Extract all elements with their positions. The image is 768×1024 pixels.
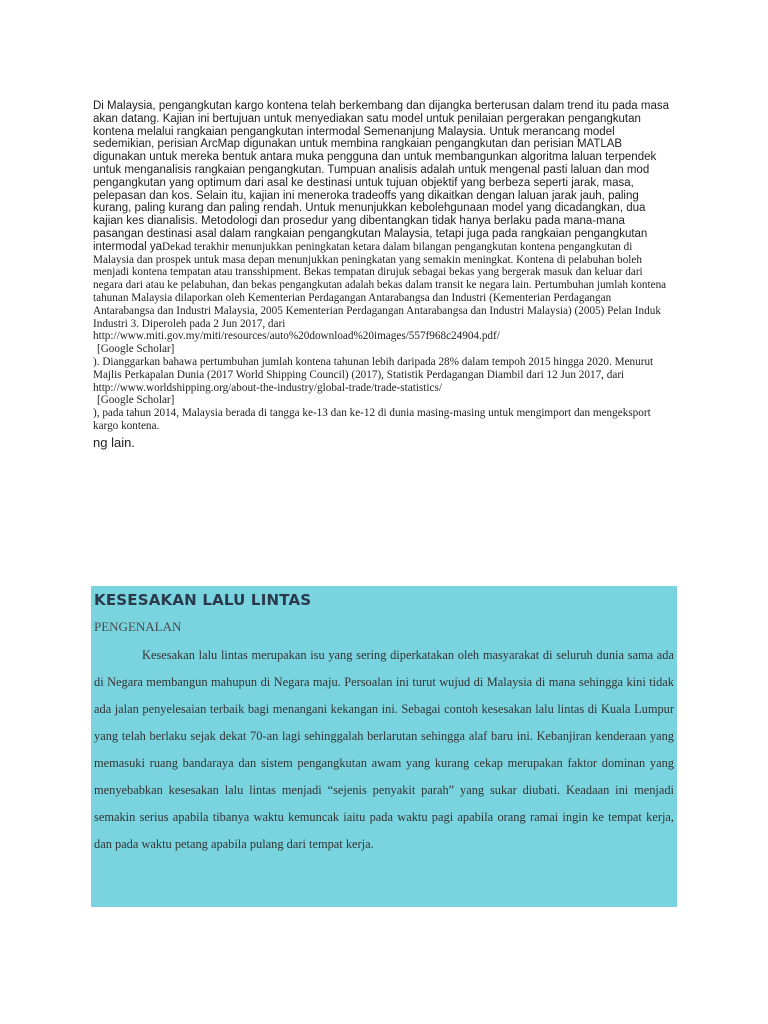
abstract-sans-text: Di Malaysia, pengangkutan kargo kontena telah berkembang dan dijangka berterusan dalam trend itu pada masa akan datang. Kajian ini bertujuan untuk menyediakan satu model untuk penilaian pergerakan pengangkutan kontena melalui rangkaian pengangkutan intermodal Semenanjung Malaysia. Untuk merancang model sedemikian, perisian ArcMap digunakan untuk membina rangkaian pengangkutan dan perisian MATLAB digunakan untuk mereka bentuk antara muka pengguna dan untuk membangunkan algoritma laluan terpendek untuk menganalisis rangkaian pengangkutan. Tumpuan analisis adalah untuk mengenal pasti laluan dan mod pengangkutan yang optimum dari asal ke destinasi untuk tujuan objektif yang berbeza seperti jarak, masa, pelepasan dan kos. Selain itu, kajian ini meneroka tradeoffs yang dikaitkan dengan laluan jarak jauh, paling kurang, paling kurang dan paling rendah. Untuk menunjukkan kebolehgunaan model yang dicadangkan, dua kajian kes dianalisis. Metodologi dan prosedur yang dibentangkan tidak hanya berlaku pada mana-mana pasangan destinasi asal dalam rangkaian pengangkutan Malaysia, tetapi juga pada rangkaian pengangkutan intermodal ya [93,100,670,253]
body-paragraph-2: ). Dianggarkan bahawa pertumbuhan jumlah kontena tahunan lebih daripada 28% dalam tempoh 2015 hingga 2020. Menurut Majlis Perkapalan Dunia (2017 World Shipping Council) (2017), Statistik Perdagangan Diambil dari 12 Jun 2017, dari [93,355,654,381]
abstract-serif-text: Dekad terakhir menunjukkan peningkatan ketara dalam bilangan pengangkutan kontena pengangkutan di Malaysia dan prospek untuk masa depan menunjukkan peningkatan yang semakin meningkat. Kontena di pelabuhan boleh menjadi kontena tempatan atau transshipment. Bekas tempatan dirujuk sebagai bekas yang bergerak masuk dan keluar dari negara dari atau ke pelabuhan, dan bekas pengangkutan adalah bekas dalam transit ke negara lain. Pertumbuhan jumlah kontena tahunan Malaysia dilaporkan oleh Kementerian Perdagangan Antarabangsa dan Industri (Kementerian Perdagangan Antarabangsa dan Industri Malaysia, 2005 Kementerian Perdagangan Antarabangsa dan Industri Malaysia) (2005) Pelan Induk Industri 3. Diperoleh pada 2 Jun 2017, dari [93,240,667,330]
abstract-paragraph [93,100,673,330]
google-scholar-link-2[interactable]: [Google Scholar] [97,394,175,407]
body-paragraph-3: ), pada tahun 2014, Malaysia berada di tangga ke-13 dan ke-12 di dunia masing-masing untuk mengimport dan mengeksport kargo kontena. [93,407,651,432]
reference-url-1[interactable]: http://www.miti.gov.my/miti/resources/auto%20download%20images/557f968c24904.pdf/ [93,330,500,343]
section-body-paragraph: Kesesakan lalu lintas merupakan isu yang sering diperkatakan oleh masyarakat di seluruh dunia sama ada di Negara membangun mahupun di Negara maju. Persoalan ini turut wujud di Malaysia di mana sehingga kini tidak ada jalan penyelesaian terbaik bagi menangani kekangan ini. Sebagai contoh kesesakan lalu lintas di Kuala Lumpur yang telah berlaku sejak dekat 70-an lagi sehinggalah berlarutan sehingga alaf baru ini. Kebanjiran kenderaan yang memasuki ruang bandaraya dan sistem pengangkutan awam yang kurang cekap merupakan faktor dominan yang menyebabkan kesesakan lalu lintas menjadi “sejenis penyakit parah” yang sukar diubati. Keadaan ini menjadi semakin serius apabila tibanya waktu kemuncak iaitu pada waktu pagi apabila orang ramai ingin ke tempat kerja, dan pada waktu petang apabila pulang dari tempat kerja. [94,648,674,851]
section-heading: KESESAKAN LALU LINTAS [94,591,312,609]
google-scholar-link-1[interactable]: [Google Scholar] [97,343,175,356]
article-text-block [93,100,673,451]
ending-fragment: ng lain. [93,434,135,450]
reference-url-2[interactable]: http://www.worldshipping.org/about-the-industry/global-trade/trade-statistics/ [93,381,442,394]
traffic-section-panel [91,586,677,907]
section-subheading: PENGENALAN [94,619,182,634]
references-block [93,330,673,432]
